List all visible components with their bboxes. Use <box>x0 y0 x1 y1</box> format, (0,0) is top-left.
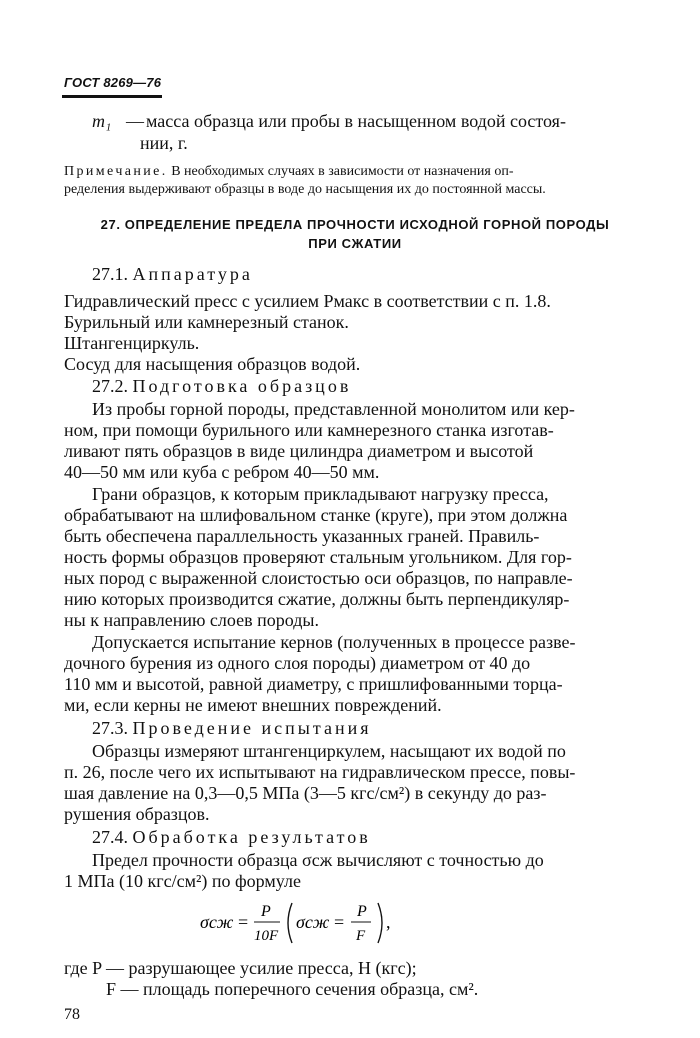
formula-numerator: P <box>261 903 271 920</box>
formula-svg <box>200 895 460 951</box>
where-line-2: F — площадь поперечного сечения образца, см². <box>106 979 479 999</box>
definition-text-line2: нии, г. <box>140 133 188 153</box>
paragraph-line: Допускается испытание кернов (полученных в процессе разве- <box>92 632 576 652</box>
paragraph-line: ми, если керны не имеют внешних повреждений. <box>64 695 442 715</box>
paragraph-line: ны к направлению слоев породы. <box>64 610 319 630</box>
strength-formula <box>200 895 460 947</box>
definition-symbol: m₁ <box>92 111 112 131</box>
definition-text-line1: масса образца или пробы в насыщенном водой состоя- <box>146 111 566 131</box>
where-line-1: где P — разрушающее усилие пресса, Н (кгс); <box>64 958 417 978</box>
paragraph-line: Из пробы горной породы, представленной монолитом или кер- <box>92 399 575 419</box>
formula-right-paren <box>378 903 382 943</box>
paragraph-line: дочного бурения из одного слоя породы) диаметром от 40 до <box>64 653 531 673</box>
paragraph-line: Предел прочности образца σсж вычисляют с точностью до <box>92 850 544 870</box>
note-line1 <box>64 163 640 181</box>
formula-trailing-comma: , <box>386 912 391 932</box>
subsection-number: 27.2. <box>92 376 128 396</box>
paragraph-line: Образцы измеряют штангенциркулем, насыщают их водой по <box>92 741 566 761</box>
paragraph-line: ность формы образцов проверяют стальным угольником. Для гор- <box>64 547 572 567</box>
paragraph-line: 1 МПа (10 кгс/см²) по формуле <box>64 871 301 891</box>
paragraph-line: 110 мм и высотой, равной диаметру, с пришлифованными торца- <box>64 674 563 694</box>
list-item: Сосуд для насыщения образцов водой. <box>64 354 361 374</box>
subsection-27-2-heading <box>92 375 640 397</box>
standard-code-header: ГОСТ 8269—76 <box>64 75 162 90</box>
subsection-27-1-heading <box>92 263 640 285</box>
formula-left-paren <box>288 903 292 943</box>
formula-lhs: σсж <box>200 912 234 932</box>
definition-m1-line1 <box>92 110 640 132</box>
formula-equals: = <box>238 912 249 932</box>
subsection-number: 27.3. <box>92 718 128 738</box>
formula-denominator2: F <box>356 928 366 944</box>
note-text-line2: ределения выдерживают образцы в воде до насыщения их до постоянной массы. <box>64 182 546 197</box>
subsection-number: 27.1. <box>92 264 128 284</box>
list-item: Штангенциркуль. <box>64 333 200 353</box>
subsection-27-4-heading <box>92 826 640 848</box>
subsection-title: Проведение испытания <box>132 718 372 738</box>
page-number: 78 <box>64 1006 80 1023</box>
formula-lhs2: σсж <box>296 912 330 932</box>
subsection-title: Подготовка образцов <box>132 376 352 396</box>
section-title-line2: ПРИ СЖАТИИ <box>308 236 402 251</box>
paragraph-line: нию которых производится сжатие, должны быть перпендикуляр- <box>64 589 570 609</box>
subsection-title: Обработка результатов <box>132 827 371 847</box>
paragraph-line: Грани образцов, к которым прикладывают нагрузку пресса, <box>92 484 549 504</box>
subsection-27-3-heading <box>92 717 640 739</box>
formula-equals2: = <box>334 912 345 932</box>
subsection-title: Аппаратура <box>132 264 253 284</box>
formula-numerator2: P <box>357 903 367 920</box>
note-label: Примечание. <box>64 164 168 179</box>
definition-dash: — <box>126 111 144 131</box>
paragraph-line: 40—50 мм или куба с ребром 40—50 мм. <box>64 462 380 482</box>
paragraph-line: ливают пять образцов в виде цилиндра диаметром и высотой <box>64 441 534 461</box>
formula-denominator: 10F <box>254 928 279 944</box>
subsection-number: 27.4. <box>92 827 128 847</box>
paragraph-line: ном, при помощи бурильного или камнерезного станка изготав- <box>64 420 554 440</box>
list-item: Бурильный или камнерезный станок. <box>64 312 349 332</box>
note-text-line1: В необходимых случаях в зависимости от назначения оп- <box>171 164 514 179</box>
paragraph-line: быть обеспечена параллельность указанных граней. Правиль- <box>64 526 540 546</box>
paragraph-line: п. 26, после чего их испытывают на гидравлическом прессе, повы- <box>64 762 576 782</box>
paragraph-line: ных пород с выраженной слоистостью оси образцов, по направле- <box>64 568 573 588</box>
paragraph-line: рушения образцов. <box>64 804 210 824</box>
paragraph-line: шая давление на 0,3—0,5 МПа (3—5 кгс/см²) в секунду до раз- <box>64 783 547 803</box>
header-underline <box>62 95 162 98</box>
section-title-line1: 27. ОПРЕДЕЛЕНИЕ ПРЕДЕЛА ПРОЧНОСТИ ИСХОДНОЙ ГОРНОЙ ПОРОДЫ <box>100 217 610 232</box>
list-item: Гидравлический пресс с усилием Pмакс в соответствии с п. 1.8. <box>64 291 551 311</box>
paragraph-line: обрабатывают на шлифовальном станке (круге), при этом должна <box>64 505 568 525</box>
